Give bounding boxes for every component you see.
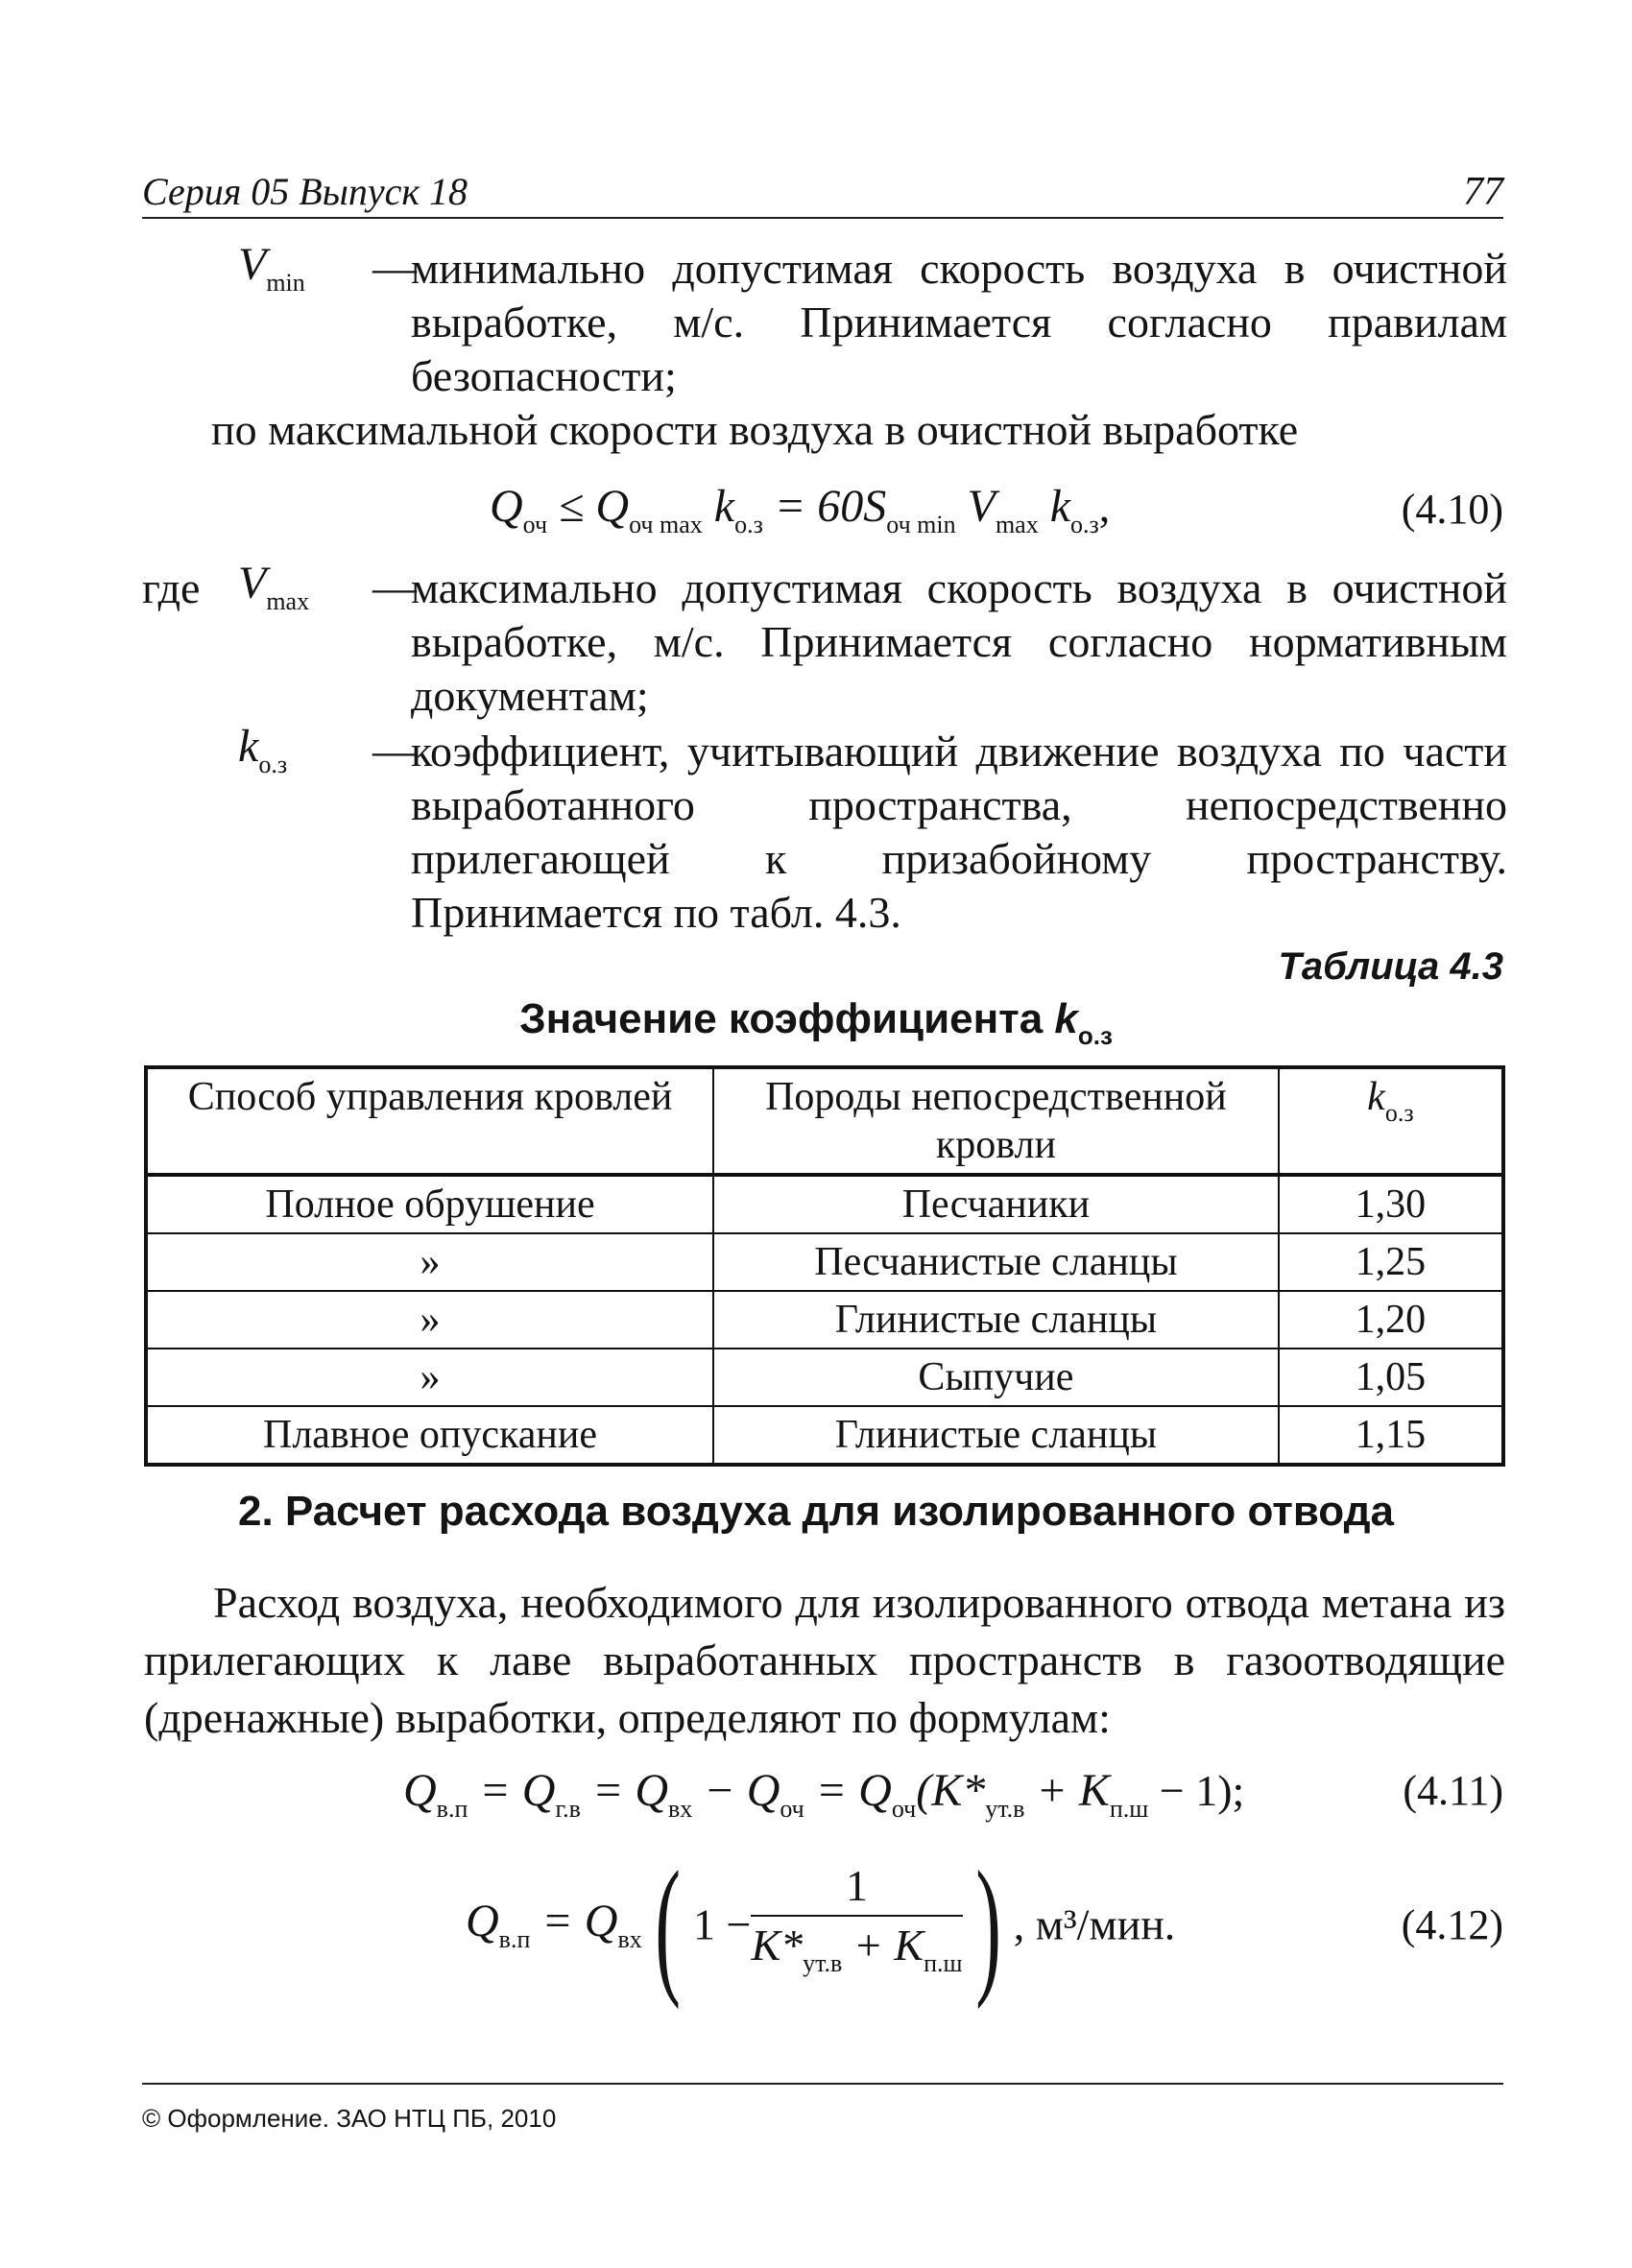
column-header-k: $k_{о.з}$ bbox=[1279, 1067, 1503, 1175]
table-cell: 1,15 bbox=[1279, 1406, 1503, 1465]
table-cell: » bbox=[146, 1291, 713, 1349]
table-cell: 1,05 bbox=[1279, 1349, 1503, 1406]
table-cell: » bbox=[146, 1233, 713, 1291]
table-row bbox=[146, 1349, 1503, 1406]
coefficient-table bbox=[144, 1065, 1505, 1467]
table-header-row bbox=[146, 1067, 1503, 1175]
table-cell: Песчаники bbox=[713, 1175, 1279, 1233]
section-heading: 2. Расчет расхода воздуха для изолированного отвода bbox=[238, 1488, 1394, 1535]
formula-4-12: $Q_{в.п} = Q_{вх}$( 1 − $\frac{1}{K*_{ут.в} + K_{п.ш}}$ ) , м³/мин. bbox=[466, 1839, 1176, 2010]
vmax-symbol: $V_{max}$ bbox=[238, 558, 310, 615]
formula-4-11: $Q_{в.п} = Q_{г.в} = Q_{вх} - Q_{оч} = Q_{оч}(K*_{ут.в} + K_{п.ш} - 1)$; bbox=[403, 1765, 1245, 1823]
section-paragraph: Расход воздуха, необходимого для изолированного отвода метана из прилегающих к лаве выработанных пространств в газоотводящие (дренажные) выработки, определяют по формулам: bbox=[144, 1578, 1505, 1742]
vmax-definition: максимально допустимая скорость воздуха в очистной выработке, м/с. Принимается согласно нормативным документам; bbox=[411, 563, 1507, 720]
definition-dash: — bbox=[372, 562, 417, 611]
k-oz-definition: коэффициент, учитывающий движение воздуха по части выработанного пространства, непосредственно прилегающей к призабойному пространству. Принимается по табл. 4.3. bbox=[411, 727, 1507, 937]
footer-copyright: © Оформление. ЗАО НТЦ ПБ, 2010 bbox=[142, 2104, 557, 2133]
table-cell: Плавное опускание bbox=[146, 1406, 713, 1465]
table-cell: 1,20 bbox=[1279, 1291, 1503, 1349]
fraction: $\frac{1}{K*_{ут.в} + K_{п.ш}}$ bbox=[751, 1857, 962, 1993]
table-caption: Таблица 4.3 bbox=[1278, 945, 1503, 988]
formula-4-10: $Q_{оч} \le Q_{оч max}$ $k_{о.з} = 60S_{оч min}$ $V_{max}$ $k_{о.з}$, bbox=[490, 481, 1111, 538]
where-label: где bbox=[142, 563, 201, 612]
k-oz-symbol: $k_{о.з}$ bbox=[238, 721, 288, 778]
vmin-definition: минимально допустимая скорость воздуха в очистной выработке, м/с. Принимается согласно правилам безопасности; bbox=[411, 244, 1507, 400]
table-cell: Полное обрушение bbox=[146, 1175, 713, 1233]
page-number: 77 bbox=[1463, 170, 1503, 214]
running-header-series: Серия 05 Выпуск 18 bbox=[142, 170, 468, 213]
lead-line: по максимальной скорости воздуха в очистной выработке bbox=[211, 405, 1299, 454]
table-cell: 1,25 bbox=[1279, 1233, 1503, 1291]
definition-dash: — bbox=[372, 726, 417, 775]
column-header: Породы непосредственной кровли bbox=[713, 1067, 1279, 1175]
table-row bbox=[146, 1175, 1503, 1233]
footer-rule bbox=[142, 2083, 1503, 2085]
table-cell: Сыпучие bbox=[713, 1349, 1279, 1406]
header-rule bbox=[142, 217, 1503, 219]
vmin-symbol: $V_{min}$ bbox=[238, 239, 305, 297]
table-row bbox=[146, 1233, 1503, 1291]
equation-number-4-11: (4.11) bbox=[1403, 1767, 1503, 1814]
table-cell: Глинистые сланцы bbox=[713, 1291, 1279, 1349]
column-header: Способ управления кровлей bbox=[146, 1067, 713, 1175]
equation-number-4-10: (4.10) bbox=[1401, 486, 1503, 533]
right-paren: ) bbox=[974, 1839, 1001, 2010]
equation-number-4-12: (4.12) bbox=[1401, 1901, 1503, 1948]
definition-dash: — bbox=[372, 243, 417, 292]
table-cell: 1,30 bbox=[1279, 1175, 1503, 1233]
table-cell: Песчанистые сланцы bbox=[713, 1233, 1279, 1291]
table-title: Значение коэффициента $k_{о.з}$ bbox=[519, 995, 1113, 1050]
table-row bbox=[146, 1291, 1503, 1349]
table-row bbox=[146, 1406, 1503, 1465]
left-paren: ( bbox=[655, 1839, 681, 2010]
table-cell: Глинистые сланцы bbox=[713, 1406, 1279, 1465]
table-cell: » bbox=[146, 1349, 713, 1406]
